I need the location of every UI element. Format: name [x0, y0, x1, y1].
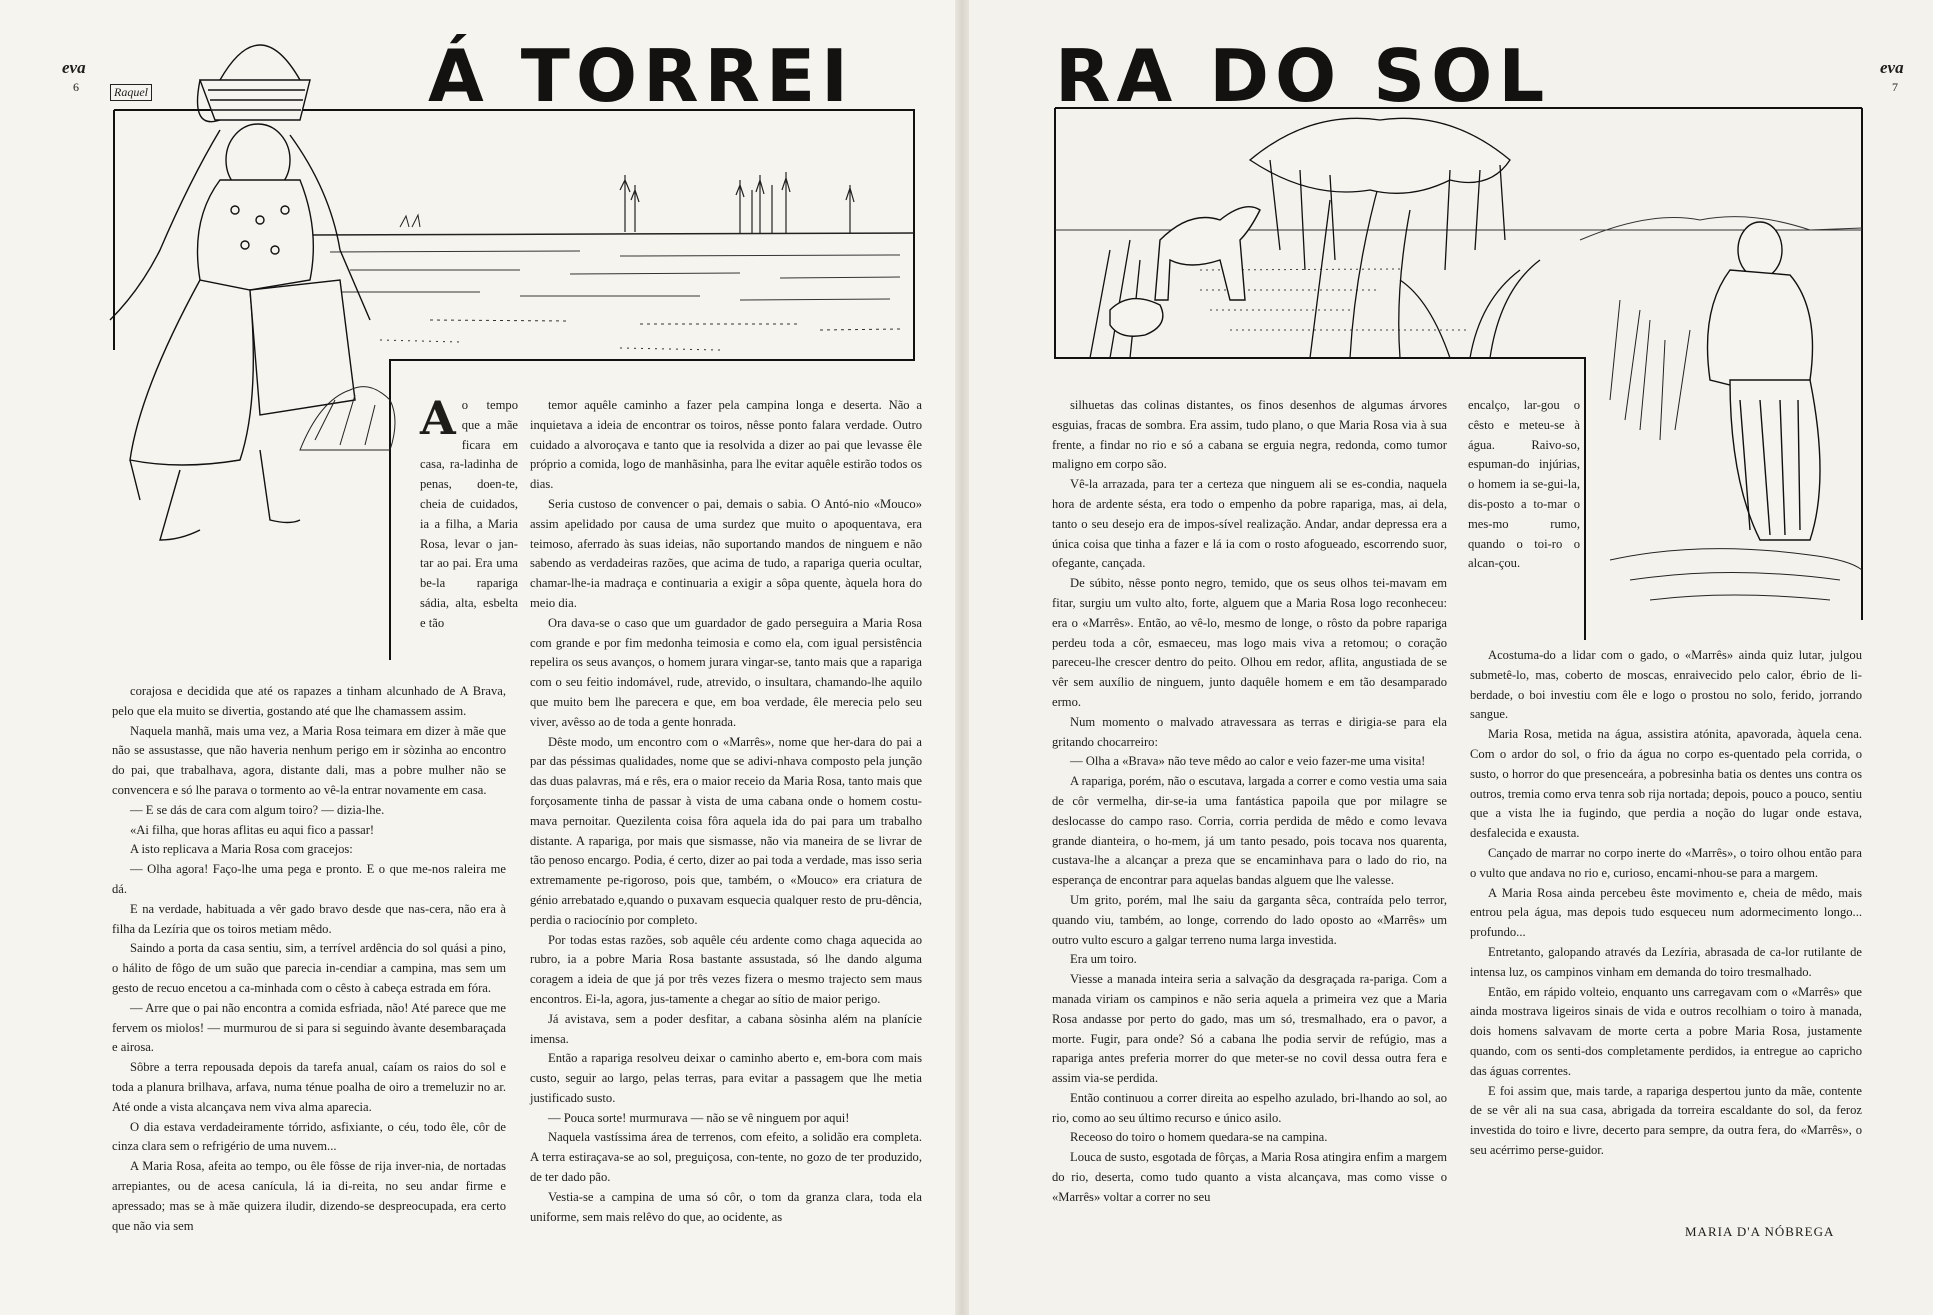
- paragraph: corajosa e decidida que até os rapazes a tinham alcunhado de A Brava, pelo que ela muito se divertia, gostando até que lhe chamassem assim.: [112, 684, 506, 718]
- paragraph: Entretanto, galopando através da Lezíria, abrasada de ca-lor rutilante de intensa luz, os campinos vinham em demanda do toiro tresmalhado.: [1470, 944, 1862, 979]
- left-column-2: [530, 396, 922, 1227]
- paragraph: Acostuma-do a lidar com o gado, o «Marrês» ainda quiz lutar, julgou submetê-lo, mas, coberto de moscas, enraivecido pelo calor, ébrio de li-berdade, o boi investiu com êle e logo o prostou no solo, ferido, jorrando sangue.: [1470, 648, 1862, 722]
- paragraph: Cançado de marrar no corpo inerte do «Marrês», o toiro olhou então para o vulto que andava no rio e, curioso, encami-nhou-se para a margem.: [1470, 845, 1862, 880]
- paragraph: Viesse a manada inteira seria a salvação da desgraçada ra-pariga. Com a manada viriam os campinos e não seria aquela a primeira vez que a Maria Rosa andasse por perto do gado, mas um só, tresmalhado, era o pavor, a morte. Fugir, para onde? Só a cabana lhe podia servir de refúgio, mas a rapariga antes preferia morrer do que meter-se no covil dessa outra fera e assim via-se perdida.: [1052, 972, 1447, 1086]
- paragraph: A Maria Rosa, afeita ao tempo, ou êle fôsse de rija inver-nia, de nortadas arrepiantes, ou de acesa canícula, lá ia di-reita, no seu andar firme e apressado; mas se à mãe quizera iludir, dizendo-se despreocupada, era certo que não via sem: [112, 1159, 506, 1233]
- drop-cap: A: [420, 391, 456, 445]
- paragraph: Dêste modo, um encontro com o «Marrês», nome que her-dara do pai a par das péssimas qualidades, nome que se adivi-nhava composto pela junção das duas palavras, má e rês, era o maior receio da Maria Rosa, tanto mais que forçosamente tinha de passar à vista de uma cabana onde o homem costu-mava pernoitar. Quezilenta coisa fôra aquela ida do pai para um trabalho distante. A rapariga, por mais que sismasse, não via maneira de se livrar de tão penoso encargo. Podia, é certo, dizer ao pai toda a verdade, mas isso seria extremamente pe-rigoroso, pois que, também, o «Mouco» era criatura de génio arrebatado e,quando o puxavam esquecia qualquer resto de pru-dência, perdia o raciocínio por completo.: [530, 734, 922, 927]
- paragraph: Naquela manhã, mais uma vez, a Maria Rosa teimara em dizer à mãe que não se assustasse, que não haveria nenhum perigo em ir sòzinha ao encontro do pai, que trabalhava, agora, distante dali, mas a pobre mulher não se convencera e só lhe parava o tormento ao vê-la entrar novamente em casa.: [112, 723, 506, 797]
- illustrator-signature: Raquel: [110, 84, 152, 101]
- paragraph: Saindo a porta da casa sentiu, sim, a terrível ardência do sol quási a pino, o hálito de fôgo de um suão que parecia in-cendiar a campina, mas sem um gesto de recuo encetou a ca-minhada com o cêsto à cabeça estrada em fóra.: [112, 941, 506, 995]
- paragraph: Por todas estas razões, sob aquêle céu ardente como chaga aquecida ao rubro, ia a pobre Maria Rosa bastante assustada, só lhe dando alguma coragem a ideia de que já por três vezes fizera o mesmo trajecto sem maus encontros. Ei-la, agora, jus-tamente a chegar ao sítio de maior perigo.: [530, 932, 922, 1006]
- right-column-2: [1470, 646, 1862, 1161]
- paragraph: Ora dava-se o caso que um guardador de gado perseguira a Maria Rosa com grande e por fim medonha teimosia e como ela, com igual persistência repelira os seus avanços, o homem jurara vingar-se, tanto mais que a rapariga com o seu feitio indomável, rude, atrevido, o insultara, chamando-lhe aquilo que muito bem lhe parecera e que, em boa verdade, êle merecia pelo seu viver, avêsso ao de toda a gente honrada.: [530, 615, 922, 729]
- page-gutter: [955, 0, 969, 1315]
- paragraph: A Maria Rosa ainda percebeu êste movimento e, cheia de mêdo, mais entrou pela água, mas depois tudo esqueceu num adormecimento longo... profundo...: [1470, 885, 1862, 940]
- paragraph: silhuetas das colinas distantes, os finos desenhos de algumas árvores esguias, fracas de sombra. Era assim, tudo plano, o que Maria Rosa via à sua frente, a findar no rio e só a cabana se erguia negra, redonda, como tumor maligno em corpo são.: [1052, 398, 1447, 472]
- paragraph: Maria Rosa, metida na água, assistira atónita, apavorada, àquela cena. Com o ardor do sol, o frio da água no corpo es-quentado pela corrida, o susto, o horror do que presenceára, a pobresinha batia os dentes uns contra os outros, tremia como erva tenra sob rija nortada; depois, pouco a pouco, sentiu que a vista lhe ia fugindo, que perdia a noção do lugar onde estava, desfalecida e exausta.: [1470, 727, 1862, 841]
- paragraph: Então a rapariga resolveu deixar o caminho aberto e, em-bora com mais custo, seguir ao largo, pelas terras, para evitar a passagem que lhe metia justificado susto.: [530, 1051, 922, 1105]
- paragraph: A isto replicava a Maria Rosa com gracejos:: [130, 842, 353, 857]
- paragraph: Louca de susto, esgotada de fôrças, a Maria Rosa atingira enfim a margem do rio, deserta, como tudo quanto a vista alcançava, mas como visse o «Marrês» voltar a correr no seu: [1052, 1150, 1447, 1204]
- title-left-part: Á TORREI: [428, 34, 854, 118]
- paragraph: Era um toiro.: [1070, 952, 1137, 967]
- paragraph: «Ai filha, que horas aflitas eu aqui fico a passar!: [130, 822, 375, 837]
- paragraph: Já avistava, sem a poder desfitar, a cabana sòsinha além na planície imensa.: [530, 1011, 922, 1046]
- title-right-part: RA DO SOL: [1055, 34, 1551, 118]
- paragraph: — E se dás de cara com algum toiro? — dizia-lhe.: [130, 802, 385, 817]
- paragraph: A rapariga, porém, não o escutava, largada a correr e como vestia uma saia de côr vermelha, dir-se-ia uma fantástica papoila que por milagre se deslocasse do campo raso. Corria, corria perdida de mêdo e como levava grande dianteira, o ho-mem, já um tanto pesado, pois tocava nos quarenta, custava-lhe a alcançar a preza que se encaminhava para o lado do rio, na esperança de encontrar para aquelas bandas alguem que lhe valesse.: [1052, 774, 1447, 888]
- paragraph: Naquela vastíssima área de terrenos, com efeito, a solidão era completa. A terra estiraçava-se ao sol, preguiçosa, con-tente, no gozo de ter produzido, de ter dado pão.: [530, 1130, 922, 1185]
- left-column-1: [112, 682, 506, 1236]
- page-number-right: 7: [1892, 80, 1898, 94]
- paragraph: O dia estava verdadeiramente tórrido, asfixiante, o céu, todo êle, côr de cinza clara sem o refrigério de uma nuvem...: [112, 1119, 506, 1154]
- paragraph: — Arre que o pai não encontra a comida esfriada, não! Até parece que me fervem os miolos! — murmurou de si para si seguindo àvante desembaraçada e airosa.: [112, 1000, 506, 1055]
- paragraph: Vê-la arrazada, para ter a certeza que ninguem ali se es-condia, naquela hora de ardente sésta, era todo o empenho da pobre rapariga, mas, ai dela, tanto o seu desejo era de impos-sível realização. Andar, andar depressa era a única coisa que tinha a fazer e lá ia com o rosto afogueado, escorrendo suor, ofegante, cançada.: [1052, 477, 1447, 571]
- paragraph: Num momento o malvado atravessara as terras e dirigia-se para ela gritando chocarreiro:: [1052, 714, 1447, 749]
- paragraph: Vestia-se a campina de uma só côr, o tom da granza clara, toda ela uniforme, sem mais relêvo do que, ao ocidente, as: [530, 1189, 922, 1224]
- paragraph: temor aquêle caminho a fazer pela campina longa e deserta. Não a inquietava a ideia de encontrar os toiros, nêsse ponto falara verdade. Outro cuidado a alvoroçava e tanto que ia resolvida a dizer ao pai que levasse êle próprio a comida, logo de manhãsinha, para lhe evitar aquêle estirão todos os dias.: [530, 398, 922, 492]
- paragraph: E na verdade, habituada a vêr gado bravo desde que nas-cera, não era à filha da Lezíria que os toiros metiam mêdo.: [112, 901, 506, 936]
- intro-text: o tempo que a mãe ficara em casa, ra-ladinha de penas, doen-te, cheia de cuidados, ia a filha, a Maria Rosa, levar o jan-tar ao pai. Era uma be-la rapariga sádia, alta, esbelta e tão: [420, 398, 518, 630]
- paragraph: Receoso do toiro o homem quedara-se na campina.: [1070, 1130, 1328, 1145]
- paragraph: — Pouca sorte! murmurava — não se vê ninguem por aqui!: [548, 1110, 850, 1125]
- narrow-text: encalço, lar-gou o cêsto e meteu-se à água. Raivo-so, espuman-do injúrias, o homem ia se-gui-la, dis-posto a to-mar o mes-mo rumo, quando o toi-ro o alcan-çou.: [1468, 398, 1580, 571]
- paragraph: Então, em rápido volteio, enquanto uns carregavam com o «Marrês» que ainda mostrava ligeiros sinais de vida e outros recolhiam o toiro à manada, dois homens salvavam de morte certa a pobre Maria Rosa, justamente quando, com os senti-dos completamente perdidos, ia entregue ao capricho das águas correntes.: [1470, 984, 1862, 1078]
- magazine-name-left: eva: [62, 58, 86, 77]
- paragraph: Então continuou a correr direita ao espelho azulado, bri-lhando ao sol, ao rio, como ao seu último recurso e único asilo.: [1052, 1090, 1447, 1125]
- paragraph: — Olha agora! Faço-lhe uma pega e pronto. E o que me-nos raleira me dá.: [112, 862, 506, 896]
- page-number-left: 6: [73, 80, 79, 94]
- magazine-name-right: eva: [1880, 58, 1904, 77]
- left-narrow-column: [420, 391, 518, 634]
- right-column-1: [1052, 396, 1447, 1208]
- right-narrow-column: [1468, 396, 1580, 574]
- author-byline: MARIA D'A NÓBREGA: [1685, 1224, 1835, 1239]
- paragraph: Um grito, porém, mal lhe saiu da garganta sêca, contraída pelo terror, quando viu, também, ao longe, correndo do lado oposto ao «Marrês» um outro vulto escuro a galgar terreno numa larga investida.: [1052, 892, 1447, 947]
- paragraph: De súbito, nêsse ponto negro, temido, que os seus olhos tei-mavam em fitar, surgiu um vulto alto, forte, alguem que a Maria Rosa logo reconheceu: era o «Marrês». Então, ao vê-lo, mesmo de longe, o rôsto da pobre rapariga perdeu toda a côr, esmaeceu, mas logo mais viva a retomou; o coração pareceu-lhe crescer dentro do peito. Olhou em redor, aflita, angustiada de se vêr sem auxílio de ninguem, junto daquêle homem e em tão desamparado ermo.: [1052, 576, 1447, 709]
- paragraph: Seria custoso de convencer o pai, demais o sabia. O Antó-nio «Mouco» assim apelidado por causa de uma surdez que muito o apoquentava, era teimoso, aferrado às suas ideias, não suportando mandos de ninguem e não sabendo as verdadeiras razões, que acima de tudo, a rapariga queria ocultar, chamar-lhe-ia madraça e continuaria a exigir a sôpa quente, àquela hora do meio dia.: [530, 496, 922, 610]
- paragraph: E foi assim que, mais tarde, a rapariga despertou junto da mãe, contente de se vêr ali na sua casa, abrigada da torreira escaldante do sol, da feroz investida do toiro e livre, decerto para sempre, da outra fera, do «Marrês», o seu acérrimo perse-guidor.: [1470, 1083, 1862, 1157]
- paragraph: Sôbre a terra repousada depois da tarefa anual, caíam os raios do sol e toda a planura brilhava, arfava, numa ténue poalha de oiro a tremeluzir no ar. Até onde a vista alcançava nem viva alma aparecia.: [112, 1060, 506, 1114]
- paragraph: — Olha a «Brava» não teve mêdo ao calor e veio fazer-me uma visita!: [1070, 754, 1426, 769]
